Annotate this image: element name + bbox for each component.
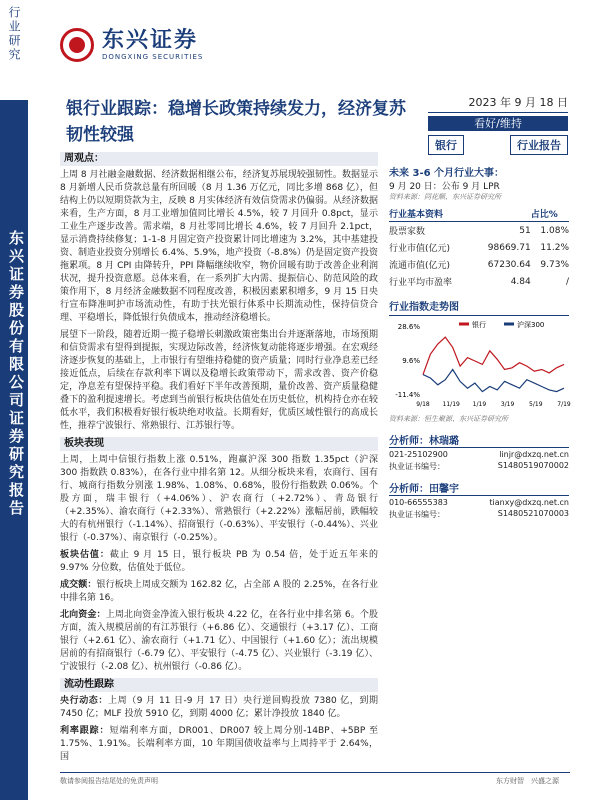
text: 银行板块上周成交额为 162.82 亿，占全部 A 股的 2.25%，在各行业中排名第 16。: [60, 580, 378, 603]
sidebar-top: [0, 0, 28, 100]
section-sector: 板块表现: [60, 437, 378, 451]
chart-source: 资料来源：恒生聚源、东兴证券研究所: [389, 415, 508, 423]
table-row: [389, 256, 569, 273]
footer-divider: [60, 772, 570, 773]
rating-badge: 看好/维持: [428, 116, 568, 131]
y-tick-label: 28.6%: [397, 323, 420, 331]
tag-industry-report: 行业报告: [510, 135, 568, 155]
future-events-title: 未来 3-6 个月行业大事：: [389, 168, 505, 179]
legend-label: 沪深300: [517, 321, 545, 329]
industry-research-label: 行业研究: [7, 6, 21, 62]
label: 利率跟踪：: [60, 726, 110, 736]
analyst2-cert: [389, 509, 569, 520]
future-source: 资料来源：同花顺、东兴证券研究所: [389, 193, 501, 201]
text: 截止 9 月 15 日，银行板块 PB 为 0.54 倍，处于近五年来的 9.97% 分位数，估值处于低位。: [60, 550, 378, 573]
series-line-1: [423, 370, 564, 392]
company-band-label: 东兴证券股份有限公司证券研究报告: [7, 230, 25, 518]
industry-basic-table: [389, 206, 569, 290]
x-tick-label: 7/19: [557, 401, 571, 408]
table-cell-pct: /: [565, 276, 569, 287]
table-cell-name: 股票家数: [389, 227, 426, 237]
table-pct-header: 占比%: [531, 206, 569, 222]
analyst1-phone: 021-25102900: [389, 450, 448, 459]
y-tick-label: -11.4%: [395, 391, 420, 399]
analyst2-contact: [389, 498, 569, 507]
table-cell-name: 行业平均市盈率: [389, 278, 453, 288]
tag-bank: 银行: [428, 135, 464, 155]
section-liquidity: 流动性跟踪: [60, 678, 378, 692]
cert-label: 执业证书编号：: [389, 510, 445, 519]
label: 北向资金：: [60, 610, 106, 620]
analyst2-name: 田馨宇: [429, 484, 459, 495]
cert-number: S1480521070003: [497, 509, 569, 518]
company-logo: [60, 28, 203, 62]
paragraph: 展望下一阶段，随着近期一揽子稳增长刺激政策密集出台并逐渐落地，市场预期和信贷需求有望得到提振，实现边际改善，经济恢复动能将逐步增强。在宏观经济逐步恢复的基础上，上市银行有望维持稳健的资产质量；同时行业净息差已经接近低点，后续在存款利率下调以及稳增长政策带动下，需求改善、资产价稳定，净息差有望保持平稳。我们看好下半年改善预期，量价改善、资产质量稳健叠下的盈利提速增长。考虑到当前银行板块估值处在历史低位，机构持仓亦在较低水平，我们积极看好银行板块绝对收益。长期看好，优质区域性银行的高成长性，推荐宁波银行、常熟银行、江苏银行等。: [60, 330, 378, 431]
cert-number: S1480519070002: [497, 461, 569, 470]
analyst1-label: 分析师：: [389, 436, 429, 447]
x-tick-label: 3/19: [500, 401, 515, 408]
cert-label: 执业证书编号：: [389, 462, 445, 471]
label: 板块估值：: [60, 550, 110, 560]
table-cell-pct: 11.2%: [540, 242, 569, 253]
sidebar-band: [0, 100, 28, 800]
analyst1-heading: [389, 432, 569, 448]
text: 上周北向资金净流入银行板块 4.22 亿，在各行业中排名第 6。个股方面，流入规模居前的有江苏银行（+6.86 亿）、交通银行（+3.17 亿）、工商银行（+2.61 亿）、渝农商行（+1.71 亿）、中国银行（+1.60 亿）；流出规模居前的有招商银行（-6.79 亿）、平安银行（-4.75 亿）、兴业银行（-3.19 亿）、宁波银行（-2.08 亿）、杭州银行（-0.86 亿）。: [60, 610, 378, 672]
future-event-item: 9 月 20 日：公布 9 月 LPR: [389, 182, 500, 192]
footer-disclaimer: 敬请参阅报告结尾处的免责声明: [60, 777, 158, 785]
analyst1-name: 林瑞璐: [429, 436, 459, 447]
table-row: [389, 222, 569, 240]
table-row: [389, 273, 569, 290]
analyst2-label: 分析师：: [389, 484, 429, 495]
series-line-0: [423, 337, 564, 374]
x-tick-label: 1/19: [472, 401, 487, 408]
logo-en-text: DONGXING SECURITIES: [102, 53, 204, 61]
section-weekly: 周观点：: [60, 152, 378, 166]
x-tick-label: 5/19: [529, 401, 543, 408]
chart-title: 行业指数走势图: [389, 298, 569, 316]
table-row: [389, 239, 569, 256]
report-date: 2023 年 9 月 18 日: [428, 94, 568, 113]
table-cell-pct: 9.73%: [540, 259, 569, 270]
logo-icon: [60, 28, 94, 62]
right-column: [389, 164, 569, 520]
analyst2-phone: 010-66555383: [389, 498, 448, 507]
table-cell-pct: 1.08%: [540, 225, 569, 236]
paragraph: [60, 695, 378, 721]
paragraph: [60, 549, 378, 575]
table-cell-val: 67230.64: [487, 259, 531, 270]
analyst1-email[interactable]: linjr@dxzq.net.cn: [499, 450, 569, 459]
table-cell-val: 4.84: [510, 276, 531, 287]
analyst2-heading: [389, 480, 569, 496]
main-content: [60, 152, 378, 768]
x-tick-label: 9/18: [416, 401, 430, 408]
table-cell-name: 行业市值(亿元): [389, 244, 451, 254]
label: 央行动态：: [60, 696, 108, 706]
paragraph: [60, 725, 378, 764]
x-tick-label: 11/19: [442, 401, 460, 408]
logo-cn-text: 东兴证券: [102, 28, 199, 53]
y-tick-label: 9.6%: [402, 357, 420, 365]
table-cell-val: 98669.71: [487, 242, 531, 253]
text: 短端利率方面，DR001、DR007 较上周分别-14BP、+5BP 至 1.75%、1.91%。长端利率方面，10 年期国债收益率与上周持平于 2.64%，国: [60, 726, 378, 762]
report-title: 银行业跟踪：稳增长政策持续发力，经济复苏韧性较强: [66, 99, 406, 145]
text: 上周（9 月 11 日-9 月 17 日）央行逆回购投放 7380 亿，到期 7450 亿；MLF 投放 5910 亿，到期 4000 亿；累计净投放 1840 亿。: [60, 696, 378, 719]
analyst2-email[interactable]: tianxy@dxzq.net.cn: [489, 498, 569, 507]
table-title: 行业基本资料: [389, 206, 473, 222]
index-trend-chart: [389, 316, 569, 411]
label: 成交额：: [60, 580, 97, 590]
analyst1-cert: [389, 461, 569, 472]
paragraph: 上周 8 月社融金融数据、经济数据相继公布，经济复苏展现较强韧性。数据显示 8 月新增人民币贷款总量有所回暖（8 月 1.36 万亿元，同比多增 868 亿），但结构上仍以短期贷款为主，反映 8 月实体经济有效信贷需求仍偏弱。从经济数据来看，生产方面，8 月工业增加值同比增长 4.5%，较 7 月回升 0.8pct，显示工业生产逐步改善。需求端，8 月社零同比增长 4.6%，较 7 月回升 2.1pct，显示消费持续修复；1-1-8 月固定资产投资累计同比增速为 3.2%，其中基建投资、制造业投资分别增长 6.4%、5.9%，地产投资（-8.8%）仍是固定资产投资拖累项。8 月 CPI 由降转升，PPI 降幅继续收窄，物价回暖有助于改善企业利润状况，提升投资意愿。总体来看，在一系列扩大内需、提振信心、防范风险的政策作用下，8 月经济金融数据不同程度改善，积极因素累积增多，9 月 15 日央行宣布降准呵护市场流动性，有助于扶光银行体系中长期流动性，保持信贷合理、平稳增长，降低银行负债成本，推动经济稳增长。: [60, 170, 378, 323]
table-cell-val: 51: [519, 225, 531, 236]
analyst1-contact: [389, 450, 569, 459]
header-box: [428, 94, 568, 155]
legend-label: 银行: [472, 321, 486, 329]
paragraph: [60, 609, 378, 674]
table-cell-name: 流通市值(亿元): [389, 261, 451, 271]
footer-slogan: 东方财智 兴盛之源: [496, 777, 559, 785]
paragraph: 上周，上周中信银行指数上涨 0.51%，跑赢沪深 300 指数 1.35pct（沪深 300 指数跌 0.83%），在各行业中排名第 12。从细分板块来看，农商行、国有行、城商行指数分别涨 1.98%、1.08%、0.68%，股份行指数跌 0.06%。个股方面，瑞丰银行（+4.06%）、沪农商行（+2.72%）、青岛银行（+2.35%）、渝农商行（+2.33%）、常熟银行（+2.22%）涨幅居前，跌幅较大的有杭州银行（-1.14%）、招商银行（-0.63%）、平安银行（-0.44%）、兴业银行（-0.37%）、南京银行（-0.25%）。: [60, 455, 378, 543]
paragraph: [60, 579, 378, 605]
